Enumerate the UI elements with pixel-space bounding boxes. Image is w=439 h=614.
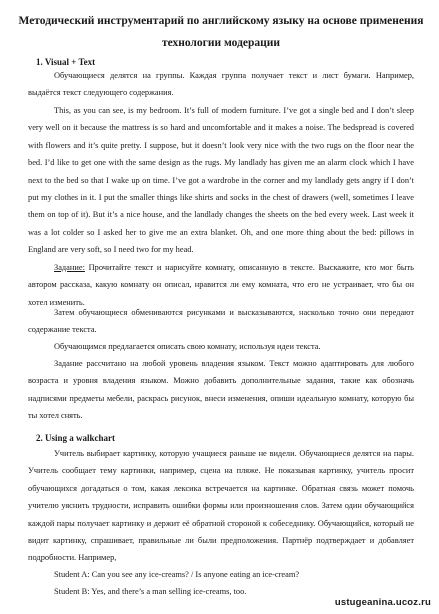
section-heading-visual-text: 1. Visual + Text: [36, 57, 96, 67]
section-heading-walkchart: 2. Using a walkchart: [36, 433, 116, 443]
paragraph-levels: Задание рассчитано на любой уровень владения языком. Текст можно адаптировать для любого возраста и уровня владения языком. Можно добавить дополнительные задания, такие как обозначь надписями предметы мебели, раскрась рисунок, внеси изменения, опиши идеальную комнату, которую бы ты хотел снять.: [28, 359, 414, 421]
dialogue-student-b: Student B: Yes, and there’s a man selling ice-creams, too.: [54, 587, 247, 596]
watermark: ustugeanina.ucoz.ru: [334, 597, 431, 608]
paragraph-describe: Обучающимся предлагается описать свою комнату, используя идеи текста.: [54, 342, 321, 351]
task-label: Задание:: [54, 263, 85, 272]
paragraph-intro: Обучающиеся делятся на группы. Каждая группа получает текст и лист бумаги. Например, выдаётся текст следующего содержания.: [28, 71, 414, 98]
task-text: Прочитайте текст и нарисуйте комнату, описанную в тексте. Выскажите, кто мог быть автором рассказа, какую комнату он описал, нравится ли ему комната, что его не устраивает, что бы он хотел изменить.: [28, 263, 414, 307]
paragraph-english-text: This, as you can see, is my bedroom. It’s full of modern furniture. I’ve got a single bed and I don’t sleep very well on it because the mattress is so hard and uncomfortable and it makes a noise. The bedspread is covered with flowers and it’s quite pretty. I suppose, but it doesn’t look very nice with the two rugs on the floor near the bed. I’d like to get one with the same design as the rugs. My landlady has given me an alarm clock which I have next to the bed so that I wake up on time. I’ve got a wardrobe in the corner and my landlady gets angry if I don’t put my clothes in it. I put the smaller things like shirts and socks in the chest of drawers (well, sometimes I leave them on top of it). But it’s a nice house, and the landlady changes the sheets on the bed every week. Last week it was a lot colder so I asked her to give me an extra blanket. Oh, and one more thing about the bed: pillows in England are very soft, so I need two for my head.: [28, 106, 414, 255]
paragraph-exchange: Затем обучающиеся обмениваются рисунками и высказываются, насколько точно они передают содержание текста.: [28, 308, 414, 335]
paragraph-walkchart: Учитель выбирает картинку, которую учащиеся раньше не видели. Обучающиеся делятся на пары. Учитель сообщает тему картинки, например, сцена на пляже. Не показывая картинку, учитель просит обучающихся догадаться о том, какая лексика встречается на картинке. Обратная связь может помочь учителю уяснить трудности, исправить ошибки формы или произношения слов. Затем один обучающийся каждой пары получает картинку и держит её обратной стороной к собеседнику. Обучающийся, который не видит картинку, спрашивает, правильные ли были предположения. Партнёр подтверждает и добавляет подробности. Например,: [28, 449, 414, 563]
document-title: Методический инструментарий по английскому языку на основе применения технологии модерации: [18, 15, 424, 49]
dialogue-student-a: Student A: Can you see any ice-creams? / Is anyone eating an ice-cream?: [54, 570, 300, 579]
